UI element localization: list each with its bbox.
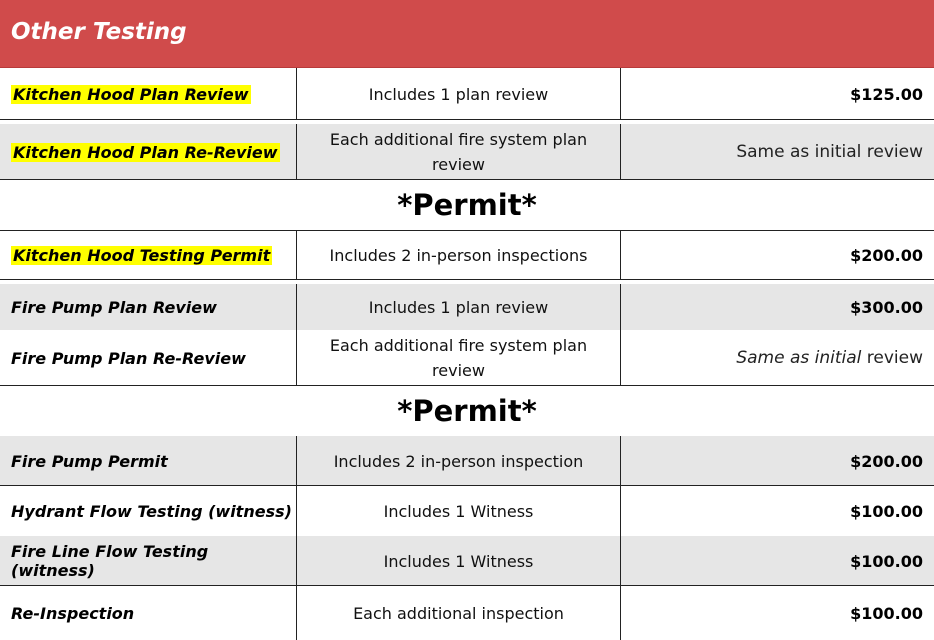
section-title: Other Testing bbox=[11, 19, 187, 45]
fee-description: Includes 1 plan review bbox=[368, 297, 549, 317]
fee-name-cell bbox=[0, 124, 296, 180]
fee-description-cell bbox=[296, 436, 620, 486]
fee-name-cell bbox=[0, 536, 296, 586]
fee-name: Kitchen Hood Testing Permit bbox=[13, 246, 271, 265]
fee-description-cell bbox=[296, 124, 620, 180]
table-row bbox=[0, 284, 934, 330]
fee-price: $200.00 bbox=[850, 246, 923, 265]
fee-price-cell bbox=[620, 586, 934, 640]
fee-description: Each additional inspection bbox=[353, 603, 564, 623]
fee-price-italic: Same as initial bbox=[736, 348, 862, 368]
fee-name: Fire Pump Permit bbox=[11, 451, 168, 471]
fee-name-cell bbox=[0, 68, 296, 120]
table-row bbox=[0, 586, 934, 640]
fee-price-cell bbox=[620, 284, 934, 330]
fee-description-cell bbox=[296, 486, 620, 536]
fee-price: $100.00 bbox=[850, 551, 923, 571]
fee-name-cell bbox=[0, 284, 296, 330]
fee-name: Kitchen Hood Plan Review bbox=[13, 84, 249, 104]
fee-price: Same as initial review bbox=[736, 142, 923, 162]
table-row bbox=[0, 486, 934, 536]
fee-name: Fire Pump Plan Re-Review bbox=[11, 348, 246, 368]
fee-price-cell bbox=[620, 231, 934, 280]
permit-heading: *Permit* bbox=[397, 394, 537, 428]
fee-name: Hydrant Flow Testing (witness) bbox=[11, 501, 292, 521]
fee-description-cell bbox=[296, 330, 620, 386]
fee-description: Includes 2 in-person inspections bbox=[329, 246, 588, 265]
fee-price: $300.00 bbox=[850, 297, 923, 317]
table-row bbox=[0, 330, 934, 386]
fee-description: Each additional fire system plan review bbox=[329, 336, 588, 380]
fee-description-cell bbox=[296, 68, 620, 120]
fee-price-cell bbox=[620, 68, 934, 120]
fee-name: Fire Pump Plan Review bbox=[11, 297, 217, 317]
table-row bbox=[0, 68, 934, 120]
fee-price: $100.00 bbox=[850, 603, 923, 623]
fee-description-cell bbox=[296, 536, 620, 586]
fee-price: $100.00 bbox=[850, 501, 923, 521]
fee-price-cell bbox=[620, 436, 934, 486]
fee-name-cell bbox=[0, 436, 296, 486]
permit-heading: *Permit* bbox=[397, 188, 537, 222]
table-row bbox=[0, 124, 934, 180]
fee-price bbox=[736, 348, 923, 368]
fee-description: Includes 1 Witness bbox=[383, 501, 534, 521]
fee-description-cell bbox=[296, 284, 620, 330]
fee-name-cell bbox=[0, 330, 296, 386]
fee-description-cell bbox=[296, 231, 620, 280]
fee-price-cell bbox=[620, 486, 934, 536]
fee-name: Fire Line Flow Testing (witness) bbox=[11, 542, 209, 580]
fee-description: Includes 1 plan review bbox=[368, 84, 549, 104]
fee-price-cell bbox=[620, 330, 934, 386]
section-header bbox=[0, 0, 934, 68]
fee-price-cell bbox=[620, 536, 934, 586]
fee-description: Includes 2 in-person inspection bbox=[333, 451, 584, 471]
fee-price: $125.00 bbox=[850, 84, 923, 104]
table-row bbox=[0, 436, 934, 486]
fee-description: Includes 1 Witness bbox=[383, 551, 534, 571]
fee-price-cell bbox=[620, 124, 934, 180]
fee-price: $200.00 bbox=[850, 451, 923, 471]
fee-name-cell bbox=[0, 231, 296, 280]
fee-name: Re-Inspection bbox=[11, 603, 135, 623]
fee-name-cell bbox=[0, 586, 296, 640]
fee-price-rest: review bbox=[861, 348, 923, 368]
fee-description: Each additional fire system plan review bbox=[329, 130, 588, 174]
table-row bbox=[0, 536, 934, 586]
fee-description-cell bbox=[296, 586, 620, 640]
table-row bbox=[0, 230, 934, 280]
fee-name-cell bbox=[0, 486, 296, 536]
fee-name: Kitchen Hood Plan Re-Review bbox=[13, 142, 278, 162]
